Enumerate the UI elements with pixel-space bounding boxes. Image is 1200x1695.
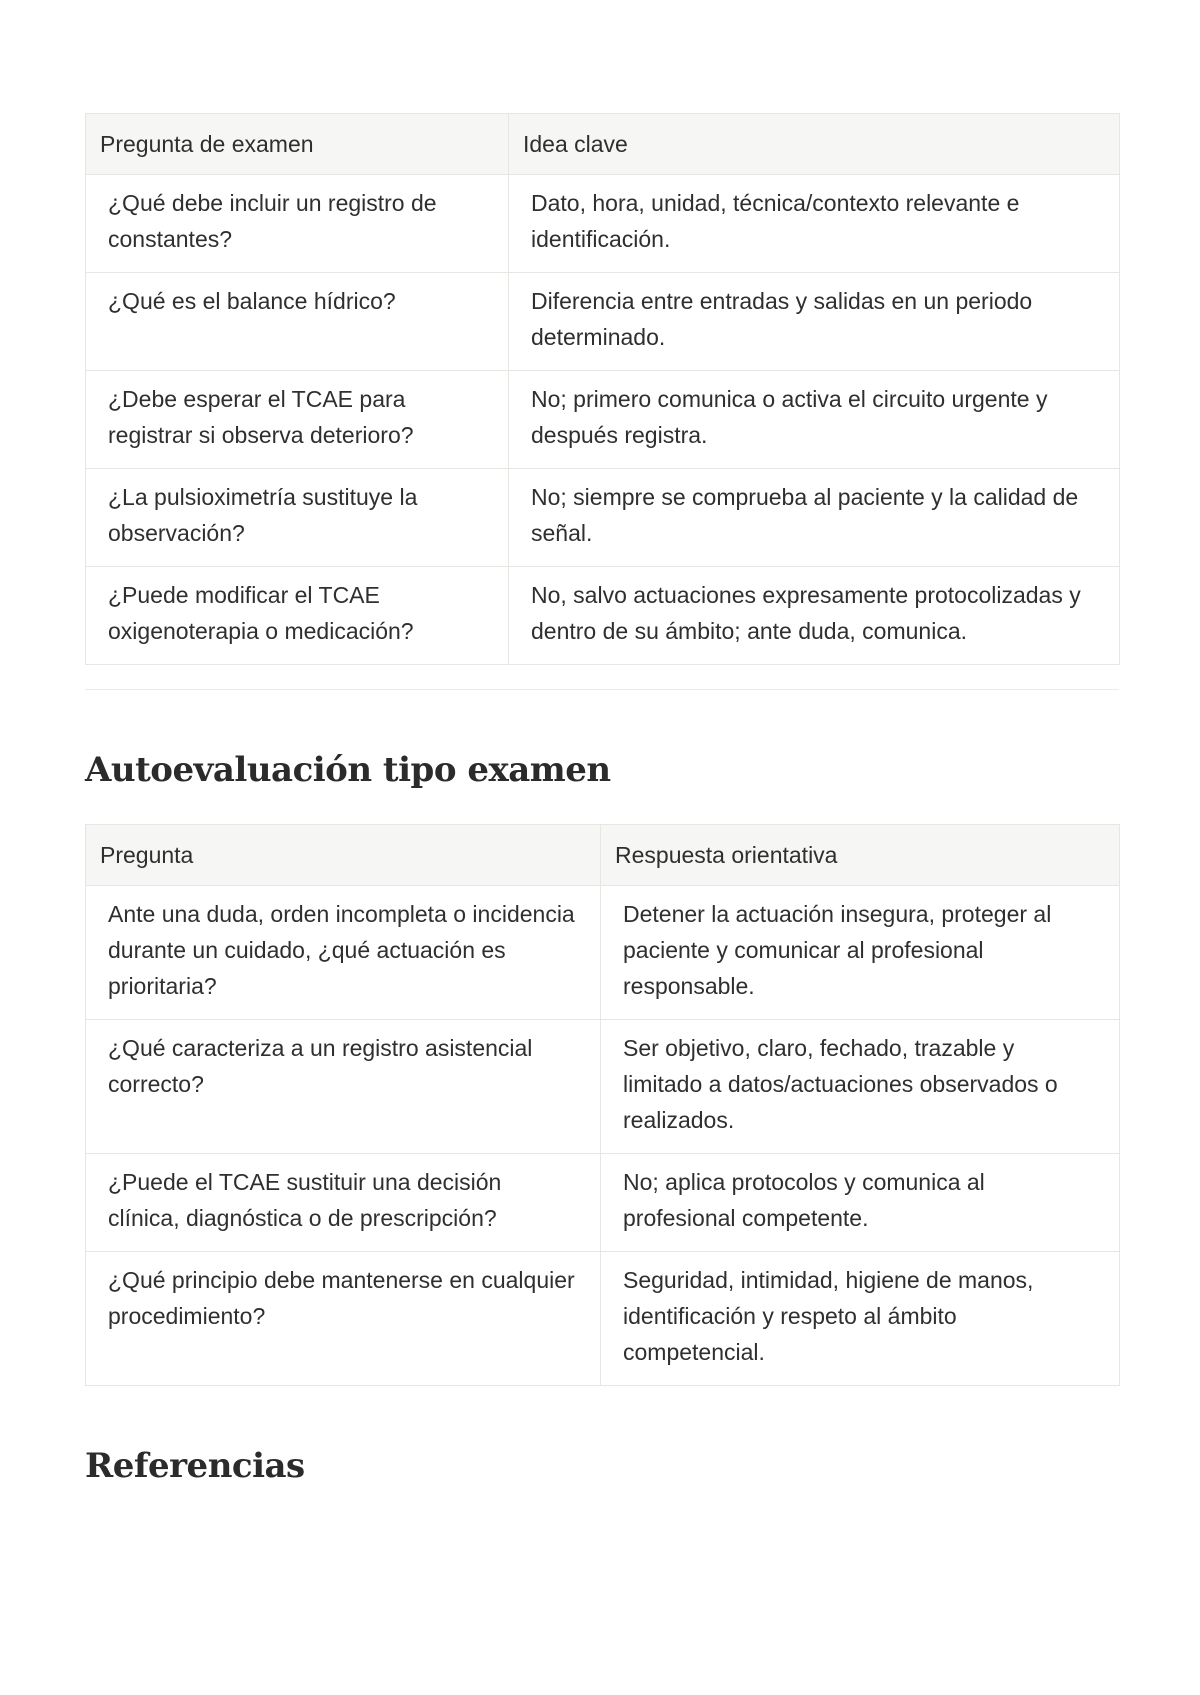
section-heading: Autoevaluación tipo examen: [85, 750, 611, 790]
table-header-row: [86, 114, 1120, 175]
table-row: [86, 273, 1120, 371]
answer-cell: Diferencia entre entradas y salidas en un periodo determinado.: [509, 273, 1120, 371]
question-cell: ¿La pulsioximetría sustituye la observación?: [86, 469, 509, 567]
question-cell: ¿Qué principio debe mantenerse en cualquier procedimiento?: [86, 1252, 601, 1386]
table-row: [86, 567, 1120, 665]
table-row: [86, 1252, 1120, 1386]
document-page: [85, 113, 1119, 1486]
answer-cell: No; primero comunica o activa el circuito urgente y después registra.: [509, 371, 1120, 469]
section-heading: Referencias: [85, 1446, 305, 1486]
table-row: [86, 175, 1120, 273]
answer-cell: Detener la actuación insegura, proteger al paciente y comunicar al profesional responsable.: [601, 886, 1120, 1020]
table-row: [86, 1020, 1120, 1154]
column-header: Respuesta orientativa: [601, 825, 1120, 886]
answer-cell: Seguridad, intimidad, higiene de manos, identificación y respeto al ámbito competencial.: [601, 1252, 1120, 1386]
answer-cell: Dato, hora, unidad, técnica/contexto relevante e identificación.: [509, 175, 1120, 273]
answer-cell: No; siempre se comprueba al paciente y la calidad de señal.: [509, 469, 1120, 567]
answer-cell: No, salvo actuaciones expresamente protocolizadas y dentro de su ámbito; ante duda, comunica.: [509, 567, 1120, 665]
table-row: [86, 886, 1120, 1020]
answer-cell: No; aplica protocolos y comunica al profesional competente.: [601, 1154, 1120, 1252]
table-header-row: [86, 825, 1120, 886]
self-assessment-table: [85, 824, 1120, 1386]
question-cell: Ante una duda, orden incompleta o incidencia durante un cuidado, ¿qué actuación es prioritaria?: [86, 886, 601, 1020]
table-row: [86, 1154, 1120, 1252]
question-cell: ¿Qué caracteriza a un registro asistencial correcto?: [86, 1020, 601, 1154]
table-row: [86, 469, 1120, 567]
answer-cell: Ser objetivo, claro, fechado, trazable y limitado a datos/actuaciones observados o realizados.: [601, 1020, 1120, 1154]
section-divider: [85, 689, 1119, 690]
column-header: Idea clave: [509, 114, 1120, 175]
column-header: Pregunta: [86, 825, 601, 886]
question-cell: ¿Qué debe incluir un registro de constantes?: [86, 175, 509, 273]
question-cell: ¿Debe esperar el TCAE para registrar si observa deterioro?: [86, 371, 509, 469]
question-cell: ¿Puede modificar el TCAE oxigenoterapia o medicación?: [86, 567, 509, 665]
question-cell: ¿Puede el TCAE sustituir una decisión clínica, diagnóstica o de prescripción?: [86, 1154, 601, 1252]
column-header: Pregunta de examen: [86, 114, 509, 175]
question-cell: ¿Qué es el balance hídrico?: [86, 273, 509, 371]
table-row: [86, 371, 1120, 469]
exam-questions-table: [85, 113, 1120, 665]
